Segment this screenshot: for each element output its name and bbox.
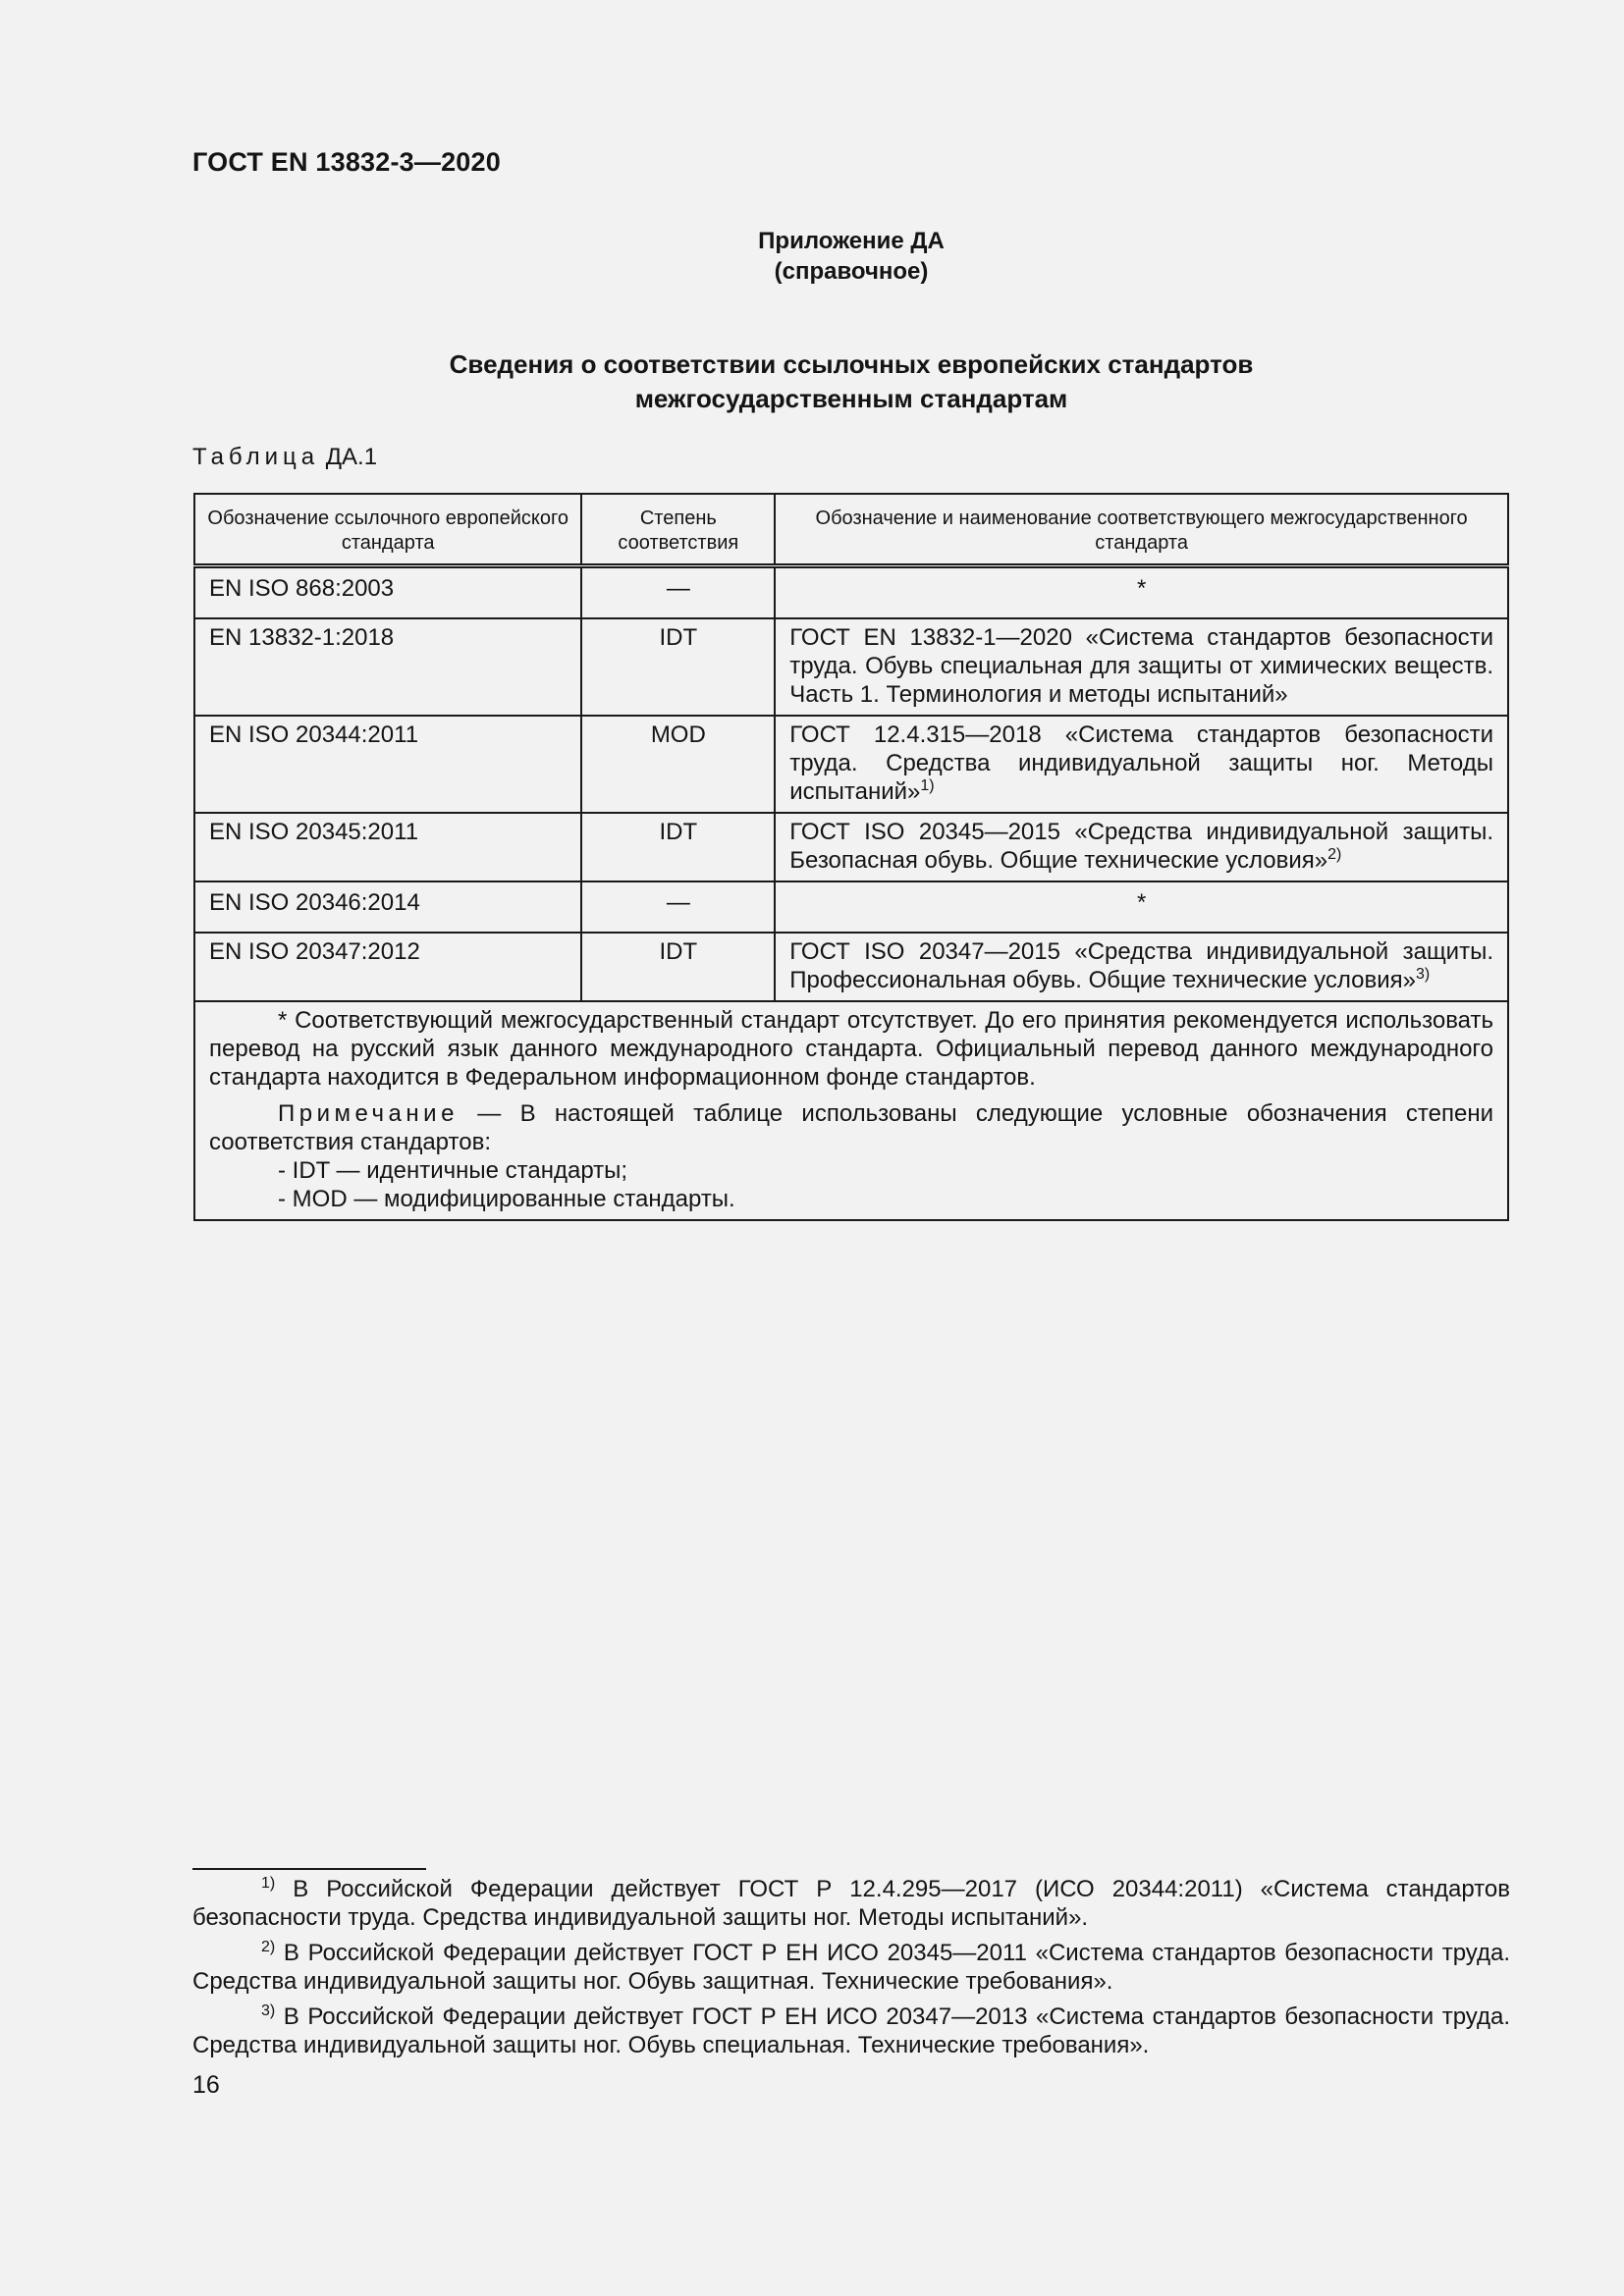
- cell-reference: EN ISO 20347:2012: [194, 933, 581, 1001]
- note-list-item: - MOD — модифицированные стандарты.: [278, 1186, 735, 1212]
- footnote-mark: 2): [261, 1939, 276, 1955]
- cell-degree: —: [581, 566, 775, 619]
- footnote-ref: 2): [1327, 846, 1342, 863]
- cell-degree: IDT: [581, 618, 775, 716]
- table-notes-row: [194, 1001, 1508, 1220]
- cell-standard-text: ГОСТ 12.4.315—2018 «Система стандартов безопасности труда. Средства индивидуальной защиты ног. Методы испытаний»: [789, 721, 1493, 805]
- header-reference-standard: Обозначение ссылочного европейского стандарта: [194, 494, 581, 566]
- page-number: 16: [192, 2071, 220, 2099]
- footnote: [192, 1939, 1510, 1996]
- table-row: [194, 881, 1508, 933]
- table-row: [194, 618, 1508, 716]
- section-title-line2: межгосударственным стандартам: [634, 384, 1068, 413]
- footnotes: [192, 1875, 1510, 2066]
- cell-reference: EN ISO 20346:2014: [194, 881, 581, 933]
- table-header-row: [194, 494, 1508, 566]
- footnote: [192, 1875, 1510, 1932]
- cell-standard: *: [775, 566, 1508, 619]
- cell-degree: —: [581, 881, 775, 933]
- cell-degree: IDT: [581, 813, 775, 881]
- section-title-line1: Сведения о соответствии ссылочных европейских стандартов: [449, 349, 1254, 379]
- cell-standard-text: ГОСТ ISO 20347—2015 «Средства индивидуальной защиты. Профессиональная обувь. Общие технические условия»: [789, 938, 1493, 993]
- table-notes: [194, 1001, 1508, 1220]
- annex-heading: [192, 226, 1510, 287]
- cell-reference: EN ISO 868:2003: [194, 566, 581, 619]
- footnote-text: В Российской Федерации действует ГОСТ Р ЕН ИСО 20347—2013 «Система стандартов безопасности труда. Средства индивидуальной защиты ног. Обувь специальная. Технические требования».: [192, 2003, 1510, 2058]
- cell-standard: [775, 813, 1508, 881]
- cell-degree: MOD: [581, 716, 775, 813]
- cell-reference: EN ISO 20345:2011: [194, 813, 581, 881]
- footnote-ref: 3): [1415, 966, 1431, 983]
- note-list-item: - IDT — идентичные стандарты;: [278, 1157, 628, 1184]
- footnote-text: В Российской Федерации действует ГОСТ Р 12.4.295—2017 (ИСО 20344:2011) «Система стандартов безопасности труда. Средства индивидуальной защиты ног. Методы испытаний».: [192, 1876, 1510, 1931]
- cell-reference: EN 13832-1:2018: [194, 618, 581, 716]
- cell-standard-text: ГОСТ ISO 20345—2015 «Средства индивидуальной защиты. Безопасная обувь. Общие технические условия»: [789, 819, 1493, 874]
- table-caption-label: Таблица: [192, 444, 320, 470]
- footnote-text: В Российской Федерации действует ГОСТ Р ЕН ИСО 20345—2011 «Система стандартов безопасности труда. Средства индивидуальной защиты ног. Обувь защитная. Технические требования».: [192, 1940, 1510, 1995]
- footnote-mark: 1): [261, 1875, 276, 1892]
- table-caption: [192, 444, 377, 471]
- footnote-ref: 1): [920, 777, 935, 794]
- table-caption-number: ДА.1: [325, 444, 378, 470]
- cell-standard: *: [775, 881, 1508, 933]
- asterisk-note: * Соответствующий межгосударственный стандарт отсутствует. До его принятия рекомендуется использовать перевод на русский язык данного международного стандарта. Официальный перевод данного международного стандарта находится в Федеральном информационном фонде стандартов.: [209, 1007, 1493, 1091]
- cell-standard: [775, 933, 1508, 1001]
- cell-standard: ГОСТ EN 13832-1—2020 «Система стандартов безопасности труда. Обувь специальная для защиты от химических веществ. Часть 1. Терминология и методы испытаний»: [775, 618, 1508, 716]
- note-paragraph: [209, 1099, 1493, 1156]
- cell-standard: [775, 716, 1508, 813]
- header-interstate-standard: Обозначение и наименование соответствующего межгосударственного стандарта: [775, 494, 1508, 566]
- footnote-mark: 3): [261, 2002, 276, 2019]
- note-label: Примечание: [278, 1100, 459, 1127]
- cell-reference: EN ISO 20344:2011: [194, 716, 581, 813]
- annex-title: Приложение ДА: [758, 228, 945, 254]
- annex-subtitle: (справочное): [774, 258, 929, 285]
- table-row: [194, 716, 1508, 813]
- correspondence-table: [193, 493, 1509, 1221]
- section-title: [192, 347, 1510, 416]
- table-row: [194, 813, 1508, 881]
- cell-degree: IDT: [581, 933, 775, 1001]
- footnote-divider: [192, 1868, 426, 1870]
- header-degree: Степень соответствия: [581, 494, 775, 566]
- table-row: [194, 566, 1508, 619]
- footnote: [192, 2002, 1510, 2059]
- table-row: [194, 933, 1508, 1001]
- note-text: — В настоящей таблице использованы следующие условные обозначения степени соответствия стандартов:: [209, 1100, 1493, 1155]
- document-header: ГОСТ EN 13832-3—2020: [192, 147, 501, 177]
